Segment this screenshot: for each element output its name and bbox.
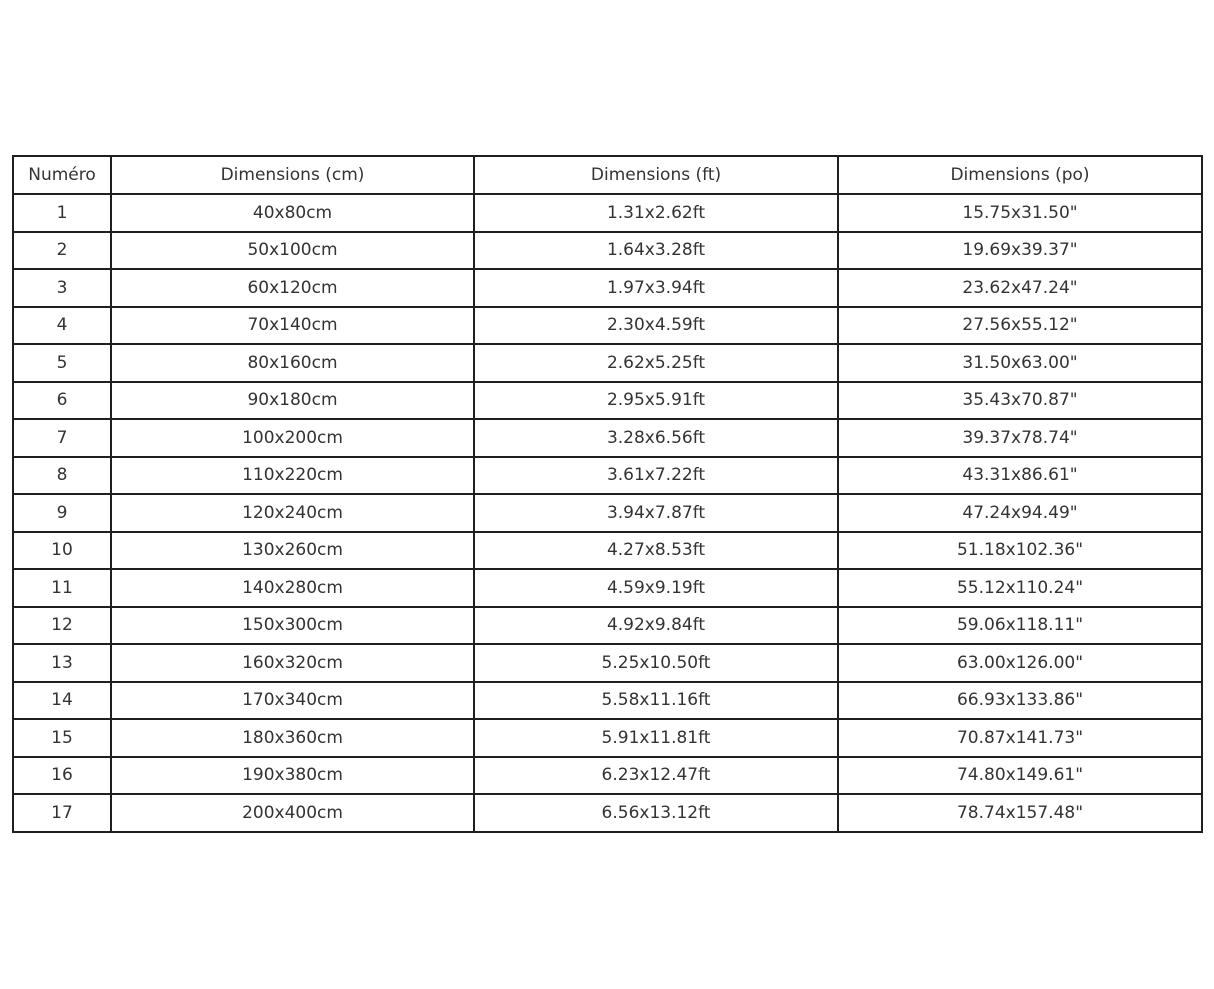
table-cell: 120x240cm bbox=[111, 494, 474, 532]
table-cell: 40x80cm bbox=[111, 194, 474, 232]
table-cell: 59.06x118.11" bbox=[838, 607, 1202, 645]
table-cell: 6.23x12.47ft bbox=[474, 757, 838, 795]
table-cell: 27.56x55.12" bbox=[838, 307, 1202, 345]
table-cell: 5.58x11.16ft bbox=[474, 682, 838, 720]
table-row bbox=[13, 194, 1202, 232]
table-cell: 4 bbox=[13, 307, 111, 345]
table-row bbox=[13, 644, 1202, 682]
table-cell: 35.43x70.87" bbox=[838, 382, 1202, 420]
table-row bbox=[13, 457, 1202, 495]
table-cell: 100x200cm bbox=[111, 419, 474, 457]
table-cell: 5.91x11.81ft bbox=[474, 719, 838, 757]
table-row bbox=[13, 607, 1202, 645]
table-cell: 17 bbox=[13, 794, 111, 832]
table-cell: 140x280cm bbox=[111, 569, 474, 607]
table-cell: 90x180cm bbox=[111, 382, 474, 420]
table-cell: 2.30x4.59ft bbox=[474, 307, 838, 345]
table-cell: 6.56x13.12ft bbox=[474, 794, 838, 832]
table-cell: 51.18x102.36" bbox=[838, 532, 1202, 570]
dimensions-table bbox=[12, 155, 1203, 833]
table-row bbox=[13, 344, 1202, 382]
table-cell: 16 bbox=[13, 757, 111, 795]
table-row bbox=[13, 682, 1202, 720]
table-cell: 1.97x3.94ft bbox=[474, 269, 838, 307]
table-cell: 19.69x39.37" bbox=[838, 232, 1202, 270]
table-cell: 11 bbox=[13, 569, 111, 607]
table-cell: 50x100cm bbox=[111, 232, 474, 270]
table-cell: 8 bbox=[13, 457, 111, 495]
table-cell: 63.00x126.00" bbox=[838, 644, 1202, 682]
table-cell: 43.31x86.61" bbox=[838, 457, 1202, 495]
table-row bbox=[13, 307, 1202, 345]
table-cell: 1.31x2.62ft bbox=[474, 194, 838, 232]
table-cell: 5 bbox=[13, 344, 111, 382]
table-cell: 160x320cm bbox=[111, 644, 474, 682]
table-cell: 3.94x7.87ft bbox=[474, 494, 838, 532]
table-cell: 70.87x141.73" bbox=[838, 719, 1202, 757]
table-cell: 15.75x31.50" bbox=[838, 194, 1202, 232]
table-cell: 3.61x7.22ft bbox=[474, 457, 838, 495]
table-cell: 3 bbox=[13, 269, 111, 307]
table-cell: 14 bbox=[13, 682, 111, 720]
table-cell: 2.62x5.25ft bbox=[474, 344, 838, 382]
table-cell: 2.95x5.91ft bbox=[474, 382, 838, 420]
column-header: Dimensions (ft) bbox=[474, 156, 838, 194]
table-cell: 60x120cm bbox=[111, 269, 474, 307]
table-cell: 200x400cm bbox=[111, 794, 474, 832]
table-row bbox=[13, 532, 1202, 570]
table-cell: 80x160cm bbox=[111, 344, 474, 382]
table-cell: 10 bbox=[13, 532, 111, 570]
table-row bbox=[13, 269, 1202, 307]
table-cell: 5.25x10.50ft bbox=[474, 644, 838, 682]
table-cell: 23.62x47.24" bbox=[838, 269, 1202, 307]
table-cell: 47.24x94.49" bbox=[838, 494, 1202, 532]
table-cell: 9 bbox=[13, 494, 111, 532]
table-header-row bbox=[13, 156, 1202, 194]
table-cell: 190x380cm bbox=[111, 757, 474, 795]
table-cell: 1.64x3.28ft bbox=[474, 232, 838, 270]
table-row bbox=[13, 232, 1202, 270]
table-row bbox=[13, 494, 1202, 532]
table-cell: 180x360cm bbox=[111, 719, 474, 757]
table-cell: 170x340cm bbox=[111, 682, 474, 720]
table-cell: 13 bbox=[13, 644, 111, 682]
table-cell: 150x300cm bbox=[111, 607, 474, 645]
table-cell: 110x220cm bbox=[111, 457, 474, 495]
table-row bbox=[13, 757, 1202, 795]
table-row bbox=[13, 382, 1202, 420]
table-cell: 1 bbox=[13, 194, 111, 232]
table-cell: 2 bbox=[13, 232, 111, 270]
table-cell: 78.74x157.48" bbox=[838, 794, 1202, 832]
table-row bbox=[13, 419, 1202, 457]
table-cell: 39.37x78.74" bbox=[838, 419, 1202, 457]
table-cell: 31.50x63.00" bbox=[838, 344, 1202, 382]
table-cell: 3.28x6.56ft bbox=[474, 419, 838, 457]
table-cell: 4.27x8.53ft bbox=[474, 532, 838, 570]
table-row bbox=[13, 569, 1202, 607]
table-body bbox=[13, 194, 1202, 832]
table-cell: 130x260cm bbox=[111, 532, 474, 570]
table-cell: 66.93x133.86" bbox=[838, 682, 1202, 720]
table-row bbox=[13, 794, 1202, 832]
table-cell: 12 bbox=[13, 607, 111, 645]
table-cell: 4.59x9.19ft bbox=[474, 569, 838, 607]
table-cell: 70x140cm bbox=[111, 307, 474, 345]
column-header: Dimensions (cm) bbox=[111, 156, 474, 194]
table-cell: 4.92x9.84ft bbox=[474, 607, 838, 645]
column-header: Numéro bbox=[13, 156, 111, 194]
table-cell: 6 bbox=[13, 382, 111, 420]
table-cell: 7 bbox=[13, 419, 111, 457]
table-cell: 74.80x149.61" bbox=[838, 757, 1202, 795]
column-header: Dimensions (po) bbox=[838, 156, 1202, 194]
table-cell: 15 bbox=[13, 719, 111, 757]
table-row bbox=[13, 719, 1202, 757]
table-cell: 55.12x110.24" bbox=[838, 569, 1202, 607]
